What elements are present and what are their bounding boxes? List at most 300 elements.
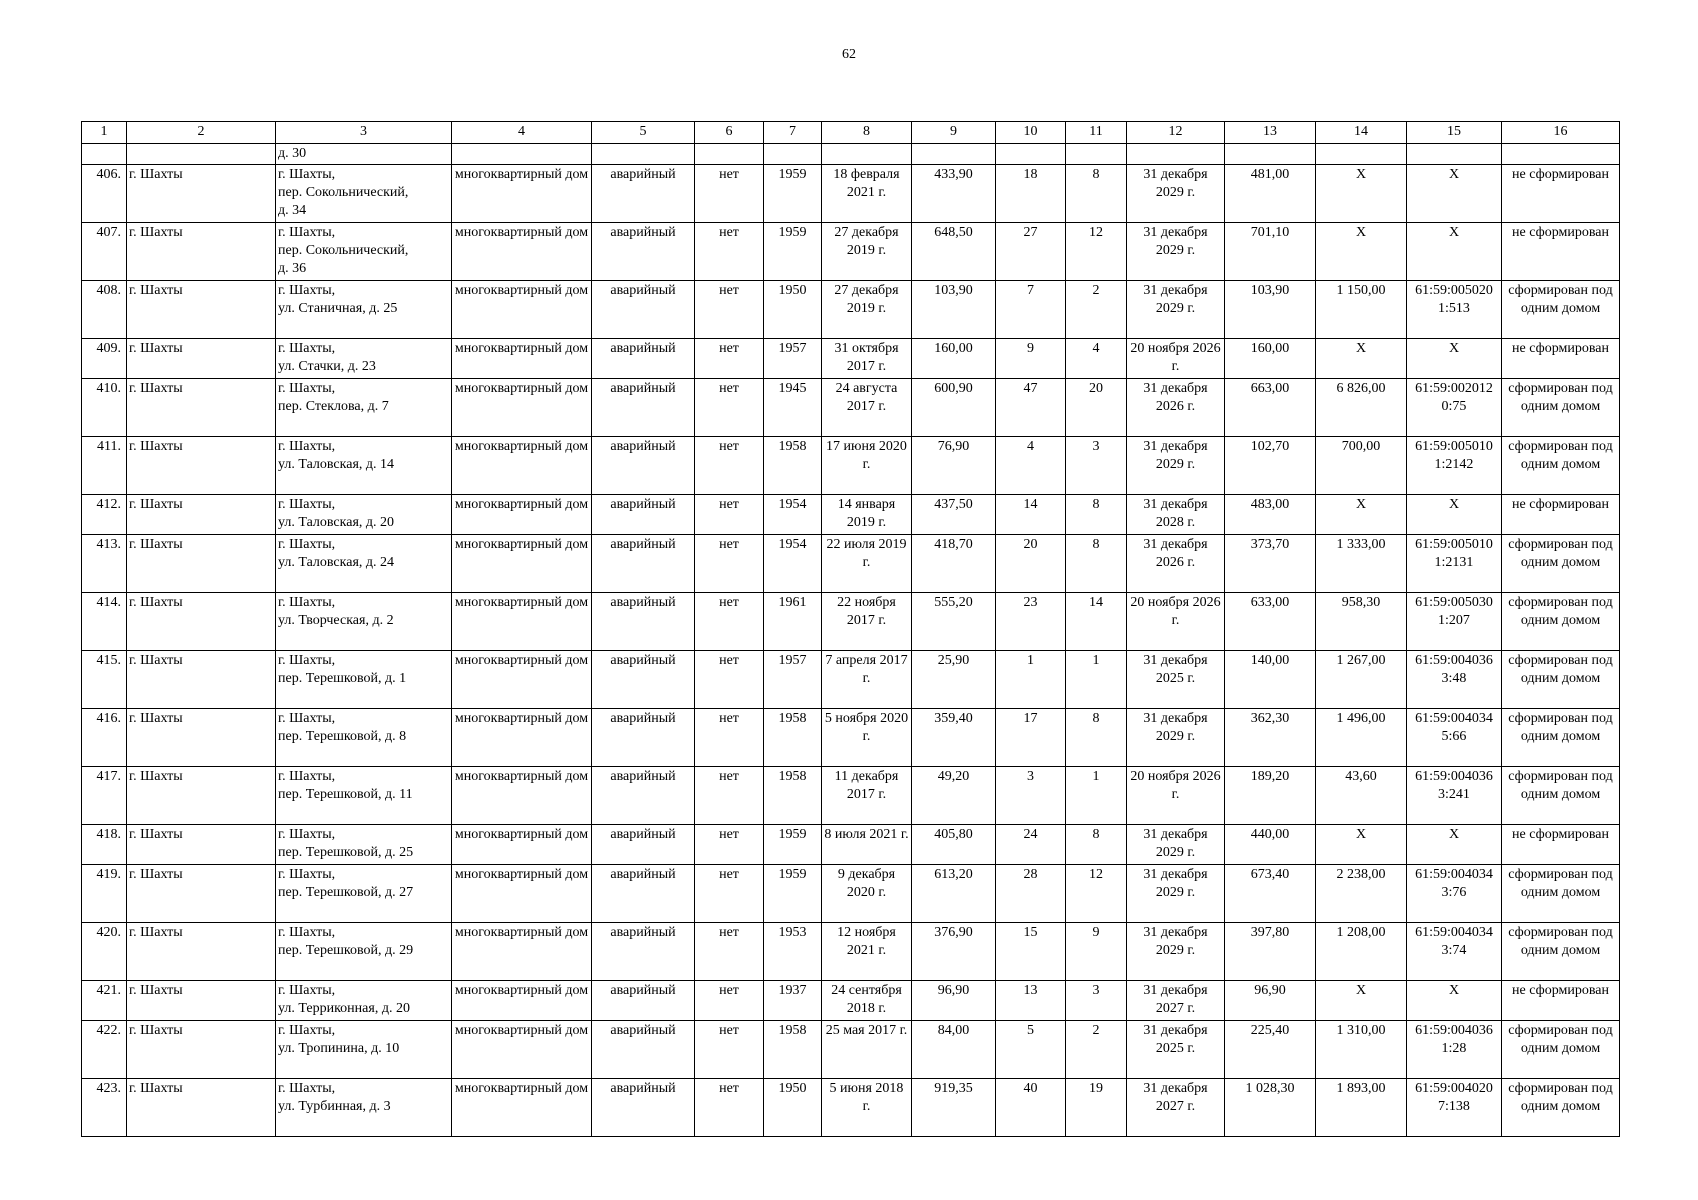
municipality-cell: г. Шахты — [127, 709, 276, 767]
planned-date-cell: 31 декабря 2029 г. — [1127, 865, 1225, 923]
cultural-heritage-cell: нет — [695, 767, 764, 825]
apartments-cell: 12 — [1066, 223, 1127, 281]
land-status-cell: не сформирован — [1502, 981, 1620, 1021]
planned-date-cell: 31 декабря 2027 г. — [1127, 1079, 1225, 1137]
column-header-3: 3 — [276, 122, 452, 144]
municipality-cell: г. Шахты — [127, 223, 276, 281]
cadastral-number-cell: 61:59:002012 0:75 — [1407, 379, 1502, 437]
column-header-15: 15 — [1407, 122, 1502, 144]
planned-date-cell: 31 декабря 2029 г. — [1127, 923, 1225, 981]
apartments-cell: 8 — [1066, 825, 1127, 865]
residents-cell: 13 — [996, 981, 1066, 1021]
total-area-cell: 103,90 — [1225, 281, 1316, 339]
building-type-cell: многоквартирный дом — [452, 495, 592, 535]
address-cell: г. Шахты, пер. Терешковой, д. 27 — [276, 865, 452, 923]
cultural-heritage-cell: нет — [695, 223, 764, 281]
continuation-cell — [996, 144, 1066, 165]
planned-date-cell: 31 декабря 2026 г. — [1127, 379, 1225, 437]
apartments-cell: 20 — [1066, 379, 1127, 437]
emergency-date-cell: 25 мая 2017 г. — [822, 1021, 912, 1079]
table-row — [82, 981, 1620, 1021]
land-status-cell: сформирован под одним домом — [1502, 923, 1620, 981]
residents-cell: 3 — [996, 767, 1066, 825]
condition-cell: аварийный — [592, 825, 695, 865]
area-cell: 49,20 — [912, 767, 996, 825]
column-header-7: 7 — [764, 122, 822, 144]
continuation-cell — [822, 144, 912, 165]
planned-date-cell: 31 декабря 2029 г. — [1127, 165, 1225, 223]
apartments-cell: 14 — [1066, 593, 1127, 651]
year-built-cell: 1954 — [764, 535, 822, 593]
housing-table — [81, 121, 1620, 1137]
municipality-cell: г. Шахты — [127, 535, 276, 593]
column-header-11: 11 — [1066, 122, 1127, 144]
year-built-cell: 1959 — [764, 825, 822, 865]
land-area-cell: 1 267,00 — [1316, 651, 1407, 709]
municipality-cell: г. Шахты — [127, 1021, 276, 1079]
row-number-cell: 407. — [82, 223, 127, 281]
residents-cell: 17 — [996, 709, 1066, 767]
building-type-cell: многоквартирный дом — [452, 1021, 592, 1079]
land-area-cell: 1 333,00 — [1316, 535, 1407, 593]
continuation-cell — [82, 144, 127, 165]
condition-cell: аварийный — [592, 1021, 695, 1079]
cultural-heritage-cell: нет — [695, 709, 764, 767]
address-cell: г. Шахты, ул. Творческая, д. 2 — [276, 593, 452, 651]
year-built-cell: 1959 — [764, 223, 822, 281]
column-header-16: 16 — [1502, 122, 1620, 144]
area-cell: 405,80 — [912, 825, 996, 865]
cadastral-number-cell: 61:59:005010 1:2142 — [1407, 437, 1502, 495]
emergency-date-cell: 14 января 2019 г. — [822, 495, 912, 535]
year-built-cell: 1959 — [764, 165, 822, 223]
row-number-cell: 421. — [82, 981, 127, 1021]
condition-cell: аварийный — [592, 535, 695, 593]
area-cell: 376,90 — [912, 923, 996, 981]
year-built-cell: 1958 — [764, 767, 822, 825]
continuation-cell — [1316, 144, 1407, 165]
area-cell: 919,35 — [912, 1079, 996, 1137]
year-built-cell: 1959 — [764, 865, 822, 923]
table-row — [82, 709, 1620, 767]
year-built-cell: 1958 — [764, 709, 822, 767]
cultural-heritage-cell: нет — [695, 535, 764, 593]
address-cell: г. Шахты, ул. Тропинина, д. 10 — [276, 1021, 452, 1079]
total-area-cell: 701,10 — [1225, 223, 1316, 281]
continuation-cell — [764, 144, 822, 165]
area-cell: 160,00 — [912, 339, 996, 379]
condition-cell: аварийный — [592, 865, 695, 923]
total-area-cell: 663,00 — [1225, 379, 1316, 437]
residents-cell: 14 — [996, 495, 1066, 535]
land-status-cell: сформирован под одним домом — [1502, 281, 1620, 339]
column-header-10: 10 — [996, 122, 1066, 144]
municipality-cell: г. Шахты — [127, 865, 276, 923]
emergency-date-cell: 11 декабря 2017 г. — [822, 767, 912, 825]
planned-date-cell: 31 декабря 2029 г. — [1127, 437, 1225, 495]
condition-cell: аварийный — [592, 767, 695, 825]
planned-date-cell: 31 декабря 2027 г. — [1127, 981, 1225, 1021]
apartments-cell: 2 — [1066, 281, 1127, 339]
building-type-cell: многоквартирный дом — [452, 709, 592, 767]
land-status-cell: сформирован под одним домом — [1502, 535, 1620, 593]
column-header-8: 8 — [822, 122, 912, 144]
municipality-cell: г. Шахты — [127, 593, 276, 651]
cadastral-number-cell: 61:59:004036 3:48 — [1407, 651, 1502, 709]
planned-date-cell: 31 декабря 2029 г. — [1127, 281, 1225, 339]
condition-cell: аварийный — [592, 379, 695, 437]
land-area-cell: 1 496,00 — [1316, 709, 1407, 767]
municipality-cell: г. Шахты — [127, 495, 276, 535]
cadastral-number-cell: X — [1407, 223, 1502, 281]
emergency-date-cell: 5 ноября 2020 г. — [822, 709, 912, 767]
cultural-heritage-cell: нет — [695, 1021, 764, 1079]
address-cell: г. Шахты, ул. Станичная, д. 25 — [276, 281, 452, 339]
emergency-date-cell: 31 октября 2017 г. — [822, 339, 912, 379]
column-header-6: 6 — [695, 122, 764, 144]
year-built-cell: 1957 — [764, 651, 822, 709]
condition-cell: аварийный — [592, 923, 695, 981]
year-built-cell: 1950 — [764, 281, 822, 339]
cadastral-number-cell: X — [1407, 981, 1502, 1021]
land-area-cell: 1 150,00 — [1316, 281, 1407, 339]
emergency-date-cell: 22 ноября 2017 г. — [822, 593, 912, 651]
row-number-cell: 411. — [82, 437, 127, 495]
continuation-cell: д. 30 — [276, 144, 452, 165]
address-cell: г. Шахты, ул. Таловская, д. 14 — [276, 437, 452, 495]
land-status-cell: сформирован под одним домом — [1502, 593, 1620, 651]
land-area-cell: 2 238,00 — [1316, 865, 1407, 923]
municipality-cell: г. Шахты — [127, 281, 276, 339]
year-built-cell: 1958 — [764, 1021, 822, 1079]
continuation-row — [82, 144, 1620, 165]
land-status-cell: не сформирован — [1502, 495, 1620, 535]
residents-cell: 1 — [996, 651, 1066, 709]
condition-cell: аварийный — [592, 495, 695, 535]
address-cell: г. Шахты, пер. Стеклова, д. 7 — [276, 379, 452, 437]
land-status-cell: сформирован под одним домом — [1502, 709, 1620, 767]
planned-date-cell: 31 декабря 2029 г. — [1127, 709, 1225, 767]
area-cell: 648,50 — [912, 223, 996, 281]
condition-cell: аварийный — [592, 651, 695, 709]
municipality-cell: г. Шахты — [127, 825, 276, 865]
address-cell: г. Шахты, ул. Стачки, д. 23 — [276, 339, 452, 379]
table-row — [82, 1021, 1620, 1079]
continuation-cell — [912, 144, 996, 165]
table-row — [82, 1079, 1620, 1137]
apartments-cell: 1 — [1066, 651, 1127, 709]
area-cell: 555,20 — [912, 593, 996, 651]
column-header-14: 14 — [1316, 122, 1407, 144]
cultural-heritage-cell: нет — [695, 379, 764, 437]
row-number-cell: 419. — [82, 865, 127, 923]
row-number-cell: 413. — [82, 535, 127, 593]
residents-cell: 23 — [996, 593, 1066, 651]
cultural-heritage-cell: нет — [695, 339, 764, 379]
area-cell: 613,20 — [912, 865, 996, 923]
municipality-cell: г. Шахты — [127, 767, 276, 825]
condition-cell: аварийный — [592, 709, 695, 767]
table-row — [82, 865, 1620, 923]
land-status-cell: сформирован под одним домом — [1502, 865, 1620, 923]
year-built-cell: 1957 — [764, 339, 822, 379]
year-built-cell: 1950 — [764, 1079, 822, 1137]
emergency-date-cell: 24 августа 2017 г. — [822, 379, 912, 437]
residents-cell: 4 — [996, 437, 1066, 495]
residents-cell: 9 — [996, 339, 1066, 379]
land-status-cell: сформирован под одним домом — [1502, 1021, 1620, 1079]
cadastral-number-cell: 61:59:004020 7:138 — [1407, 1079, 1502, 1137]
total-area-cell: 440,00 — [1225, 825, 1316, 865]
continuation-cell — [1407, 144, 1502, 165]
area-cell: 437,50 — [912, 495, 996, 535]
land-area-cell: 958,30 — [1316, 593, 1407, 651]
cadastral-number-cell: 61:59:004036 3:241 — [1407, 767, 1502, 825]
table-body — [82, 144, 1620, 1137]
planned-date-cell: 31 декабря 2025 г. — [1127, 651, 1225, 709]
land-area-cell: 6 826,00 — [1316, 379, 1407, 437]
total-area-cell: 373,70 — [1225, 535, 1316, 593]
row-number-cell: 417. — [82, 767, 127, 825]
table-row — [82, 165, 1620, 223]
row-number-cell: 408. — [82, 281, 127, 339]
total-area-cell: 362,30 — [1225, 709, 1316, 767]
land-status-cell: сформирован под одним домом — [1502, 767, 1620, 825]
address-cell: г. Шахты, пер. Сокольнический, д. 36 — [276, 223, 452, 281]
municipality-cell: г. Шахты — [127, 981, 276, 1021]
apartments-cell: 8 — [1066, 165, 1127, 223]
building-type-cell: многоквартирный дом — [452, 437, 592, 495]
land-status-cell: не сформирован — [1502, 825, 1620, 865]
apartments-cell: 12 — [1066, 865, 1127, 923]
area-cell: 600,90 — [912, 379, 996, 437]
emergency-date-cell: 24 сентября 2018 г. — [822, 981, 912, 1021]
planned-date-cell: 31 декабря 2028 г. — [1127, 495, 1225, 535]
residents-cell: 28 — [996, 865, 1066, 923]
column-header-4: 4 — [452, 122, 592, 144]
column-header-1: 1 — [82, 122, 127, 144]
planned-date-cell: 20 ноября 2026 г. — [1127, 593, 1225, 651]
planned-date-cell: 20 ноября 2026 г. — [1127, 767, 1225, 825]
emergency-date-cell: 7 апреля 2017 г. — [822, 651, 912, 709]
cultural-heritage-cell: нет — [695, 923, 764, 981]
building-type-cell: многоквартирный дом — [452, 651, 592, 709]
continuation-cell — [1127, 144, 1225, 165]
municipality-cell: г. Шахты — [127, 437, 276, 495]
continuation-cell — [592, 144, 695, 165]
building-type-cell: многоквартирный дом — [452, 535, 592, 593]
apartments-cell: 8 — [1066, 709, 1127, 767]
cultural-heritage-cell: нет — [695, 281, 764, 339]
continuation-cell — [127, 144, 276, 165]
continuation-cell — [695, 144, 764, 165]
row-number-cell: 422. — [82, 1021, 127, 1079]
row-number-cell: 415. — [82, 651, 127, 709]
total-area-cell: 160,00 — [1225, 339, 1316, 379]
table-row — [82, 339, 1620, 379]
land-area-cell: 1 208,00 — [1316, 923, 1407, 981]
apartments-cell: 3 — [1066, 437, 1127, 495]
land-status-cell: сформирован под одним домом — [1502, 1079, 1620, 1137]
building-type-cell: многоквартирный дом — [452, 379, 592, 437]
emergency-date-cell: 17 июня 2020 г. — [822, 437, 912, 495]
total-area-cell: 140,00 — [1225, 651, 1316, 709]
land-area-cell: X — [1316, 825, 1407, 865]
address-cell: г. Шахты, ул. Таловская, д. 20 — [276, 495, 452, 535]
cadastral-number-cell: X — [1407, 165, 1502, 223]
row-number-cell: 420. — [82, 923, 127, 981]
building-type-cell: многоквартирный дом — [452, 223, 592, 281]
address-cell: г. Шахты, пер. Терешковой, д. 29 — [276, 923, 452, 981]
area-cell: 418,70 — [912, 535, 996, 593]
cadastral-number-cell: X — [1407, 825, 1502, 865]
page-number: 62 — [842, 47, 856, 62]
residents-cell: 24 — [996, 825, 1066, 865]
condition-cell: аварийный — [592, 981, 695, 1021]
year-built-cell: 1945 — [764, 379, 822, 437]
land-area-cell: X — [1316, 495, 1407, 535]
address-cell: г. Шахты, пер. Терешковой, д. 8 — [276, 709, 452, 767]
planned-date-cell: 31 декабря 2026 г. — [1127, 535, 1225, 593]
cultural-heritage-cell: нет — [695, 865, 764, 923]
land-area-cell: X — [1316, 165, 1407, 223]
row-number-cell: 414. — [82, 593, 127, 651]
emergency-date-cell: 27 декабря 2019 г. — [822, 281, 912, 339]
row-number-cell: 412. — [82, 495, 127, 535]
continuation-cell — [1225, 144, 1316, 165]
address-cell: г. Шахты, пер. Терешковой, д. 1 — [276, 651, 452, 709]
area-cell: 25,90 — [912, 651, 996, 709]
row-number-cell: 410. — [82, 379, 127, 437]
cultural-heritage-cell: нет — [695, 495, 764, 535]
land-area-cell: X — [1316, 223, 1407, 281]
building-type-cell: многоквартирный дом — [452, 923, 592, 981]
condition-cell: аварийный — [592, 593, 695, 651]
emergency-date-cell: 5 июня 2018 г. — [822, 1079, 912, 1137]
year-built-cell: 1954 — [764, 495, 822, 535]
cultural-heritage-cell: нет — [695, 825, 764, 865]
row-number-cell: 416. — [82, 709, 127, 767]
emergency-date-cell: 8 июля 2021 г. — [822, 825, 912, 865]
municipality-cell: г. Шахты — [127, 379, 276, 437]
municipality-cell: г. Шахты — [127, 1079, 276, 1137]
apartments-cell: 8 — [1066, 495, 1127, 535]
cadastral-number-cell: 61:59:005010 1:2131 — [1407, 535, 1502, 593]
cadastral-number-cell: 61:59:004036 1:28 — [1407, 1021, 1502, 1079]
table-row — [82, 281, 1620, 339]
continuation-cell — [452, 144, 592, 165]
table-row — [82, 651, 1620, 709]
municipality-cell: г. Шахты — [127, 651, 276, 709]
table-row — [82, 825, 1620, 865]
apartments-cell: 3 — [1066, 981, 1127, 1021]
total-area-cell: 225,40 — [1225, 1021, 1316, 1079]
year-built-cell: 1961 — [764, 593, 822, 651]
land-area-cell: 700,00 — [1316, 437, 1407, 495]
row-number-cell: 423. — [82, 1079, 127, 1137]
header-row — [82, 122, 1620, 144]
emergency-date-cell: 12 ноября 2021 г. — [822, 923, 912, 981]
land-status-cell: сформирован под одним домом — [1502, 651, 1620, 709]
land-status-cell: не сформирован — [1502, 339, 1620, 379]
total-area-cell: 397,80 — [1225, 923, 1316, 981]
land-status-cell: не сформирован — [1502, 165, 1620, 223]
area-cell: 359,40 — [912, 709, 996, 767]
total-area-cell: 189,20 — [1225, 767, 1316, 825]
cadastral-number-cell: 61:59:005030 1:207 — [1407, 593, 1502, 651]
residents-cell: 15 — [996, 923, 1066, 981]
cadastral-number-cell: X — [1407, 339, 1502, 379]
apartments-cell: 19 — [1066, 1079, 1127, 1137]
cadastral-number-cell: 61:59:004034 3:74 — [1407, 923, 1502, 981]
building-type-cell: многоквартирный дом — [452, 767, 592, 825]
table-row — [82, 535, 1620, 593]
column-header-12: 12 — [1127, 122, 1225, 144]
cultural-heritage-cell: нет — [695, 1079, 764, 1137]
area-cell: 103,90 — [912, 281, 996, 339]
total-area-cell: 1 028,30 — [1225, 1079, 1316, 1137]
building-type-cell: многоквартирный дом — [452, 593, 592, 651]
table-row — [82, 223, 1620, 281]
area-cell: 76,90 — [912, 437, 996, 495]
emergency-date-cell: 27 декабря 2019 г. — [822, 223, 912, 281]
apartments-cell: 9 — [1066, 923, 1127, 981]
address-cell: г. Шахты, ул. Таловская, д. 24 — [276, 535, 452, 593]
cultural-heritage-cell: нет — [695, 651, 764, 709]
land-area-cell: 1 310,00 — [1316, 1021, 1407, 1079]
table-row — [82, 437, 1620, 495]
land-area-cell: 1 893,00 — [1316, 1079, 1407, 1137]
residents-cell: 20 — [996, 535, 1066, 593]
row-number-cell: 418. — [82, 825, 127, 865]
land-area-cell: 43,60 — [1316, 767, 1407, 825]
table-row — [82, 593, 1620, 651]
apartments-cell: 4 — [1066, 339, 1127, 379]
cultural-heritage-cell: нет — [695, 165, 764, 223]
column-header-9: 9 — [912, 122, 996, 144]
column-header-5: 5 — [592, 122, 695, 144]
area-cell: 96,90 — [912, 981, 996, 1021]
land-status-cell: не сформирован — [1502, 223, 1620, 281]
land-status-cell: сформирован под одним домом — [1502, 379, 1620, 437]
emergency-date-cell: 9 декабря 2020 г. — [822, 865, 912, 923]
land-area-cell: X — [1316, 339, 1407, 379]
emergency-date-cell: 22 июля 2019 г. — [822, 535, 912, 593]
cadastral-number-cell: 61:59:004034 3:76 — [1407, 865, 1502, 923]
land-status-cell: сформирован под одним домом — [1502, 437, 1620, 495]
residents-cell: 5 — [996, 1021, 1066, 1079]
residents-cell: 7 — [996, 281, 1066, 339]
address-cell: г. Шахты, пер. Сокольнический, д. 34 — [276, 165, 452, 223]
cultural-heritage-cell: нет — [695, 593, 764, 651]
table-row — [82, 767, 1620, 825]
condition-cell: аварийный — [592, 339, 695, 379]
building-type-cell: многоквартирный дом — [452, 339, 592, 379]
year-built-cell: 1937 — [764, 981, 822, 1021]
continuation-cell — [1502, 144, 1620, 165]
residents-cell: 47 — [996, 379, 1066, 437]
table-row — [82, 495, 1620, 535]
planned-date-cell: 20 ноября 2026 г. — [1127, 339, 1225, 379]
year-built-cell: 1953 — [764, 923, 822, 981]
year-built-cell: 1958 — [764, 437, 822, 495]
address-cell: г. Шахты, ул. Терриконная, д. 20 — [276, 981, 452, 1021]
emergency-date-cell: 18 февраля 2021 г. — [822, 165, 912, 223]
table-row — [82, 923, 1620, 981]
total-area-cell: 481,00 — [1225, 165, 1316, 223]
row-number-cell: 409. — [82, 339, 127, 379]
address-cell: г. Шахты, ул. Турбинная, д. 3 — [276, 1079, 452, 1137]
